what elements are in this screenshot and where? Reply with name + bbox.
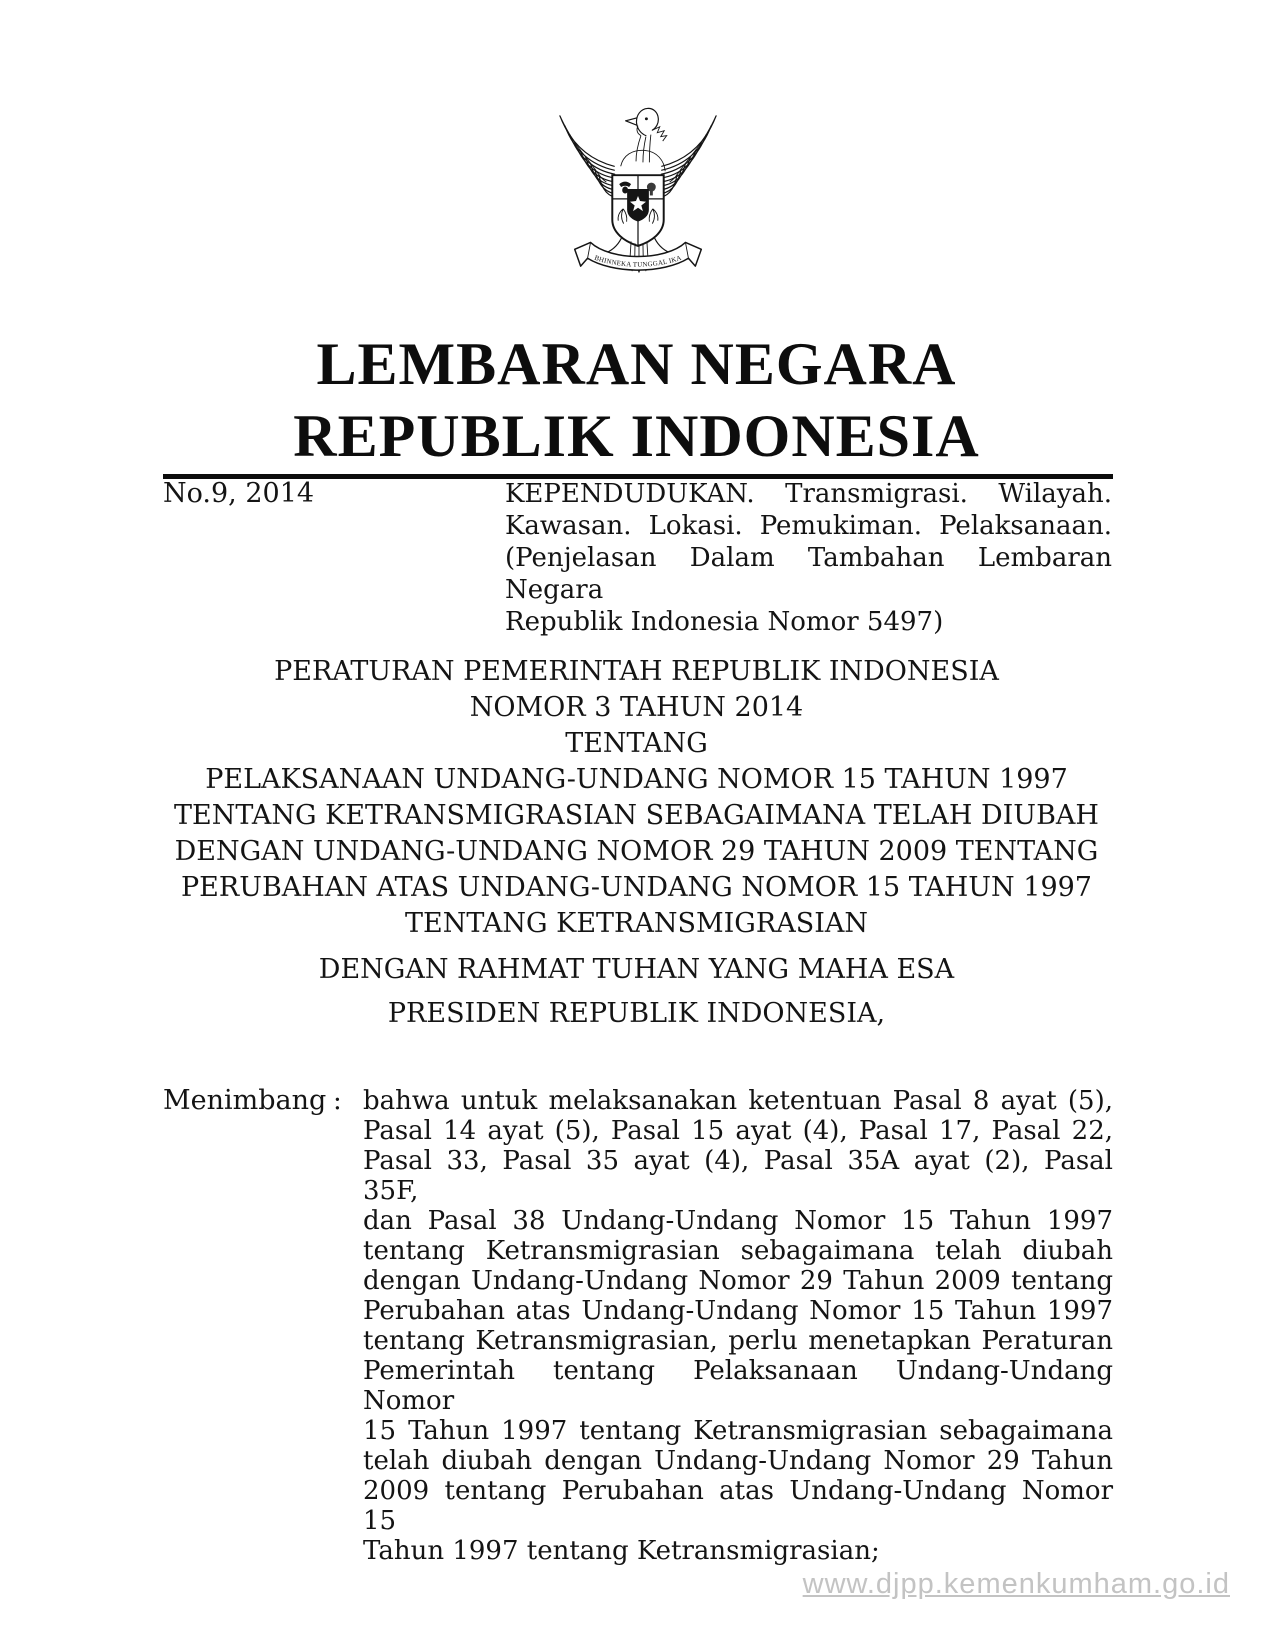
considering-line: bahwa untuk melaksanakan ketentuan Pasal 8 ayat (5), [363,1086,1113,1116]
masthead-title-line1: LEMBARAN NEGARA [316,331,957,397]
regulation-heading-line: TENTANG [565,728,708,759]
regulation-heading-line: PELAKSANAAN UNDANG-UNDANG NOMOR 15 TAHUN 1997 [205,764,1068,795]
emblem-motto: BHINNEKA TUNGGAL IKA [593,254,683,269]
considering-line: Pasal 14 ayat (5), Pasal 15 ayat (4), Pasal 17, Pasal 22, [363,1116,1113,1146]
subject-line: (Penjelasan Dalam Tambahan Lembaran Negara [505,543,1112,605]
considering-line: 15 Tahun 1997 tentang Ketransmigrasian sebagaimana [363,1416,1113,1446]
considering-paragraph [363,1086,1113,1566]
emblem-shield [612,175,663,246]
masthead-title-line2: REPUBLIK INDONESIA [293,403,980,469]
considering-line: 2009 tentang Perubahan atas Undang-Undang Nomor 15 [363,1476,1113,1536]
right-wing-icon [656,116,716,198]
considering-line: Pasal 33, Pasal 35 ayat (4), Pasal 35A ayat (2), Pasal 35F, [363,1146,1113,1206]
considering-separator: : [333,1086,342,1116]
invocation-line: DENGAN RAHMAT TUHAN YANG MAHA ESA [318,954,955,985]
regulation-heading-line: PERUBAHAN ATAS UNDANG-UNDANG NOMOR 15 TAHUN 1997 [181,872,1092,903]
issue-number: No.9, 2014 [163,478,315,509]
watermark-url: www.djpp.kemenkumham.go.id [802,1568,1230,1600]
subject-line: Kawasan. Lokasi. Pemukiman. Pelaksanaan. [505,511,1112,541]
considering-section [163,1086,1113,1566]
considering-line: tentang Ketransmigrasian sebagaimana telah diubah [363,1236,1113,1266]
regulation-heading-line: DENGAN UNDANG-UNDANG NOMOR 29 TAHUN 2009 TENTANG [174,836,1099,867]
regulation-title-block [160,654,1113,942]
eagle-head-icon [621,108,667,171]
regulation-heading-line: NOMOR 3 TAHUN 2014 [469,692,804,723]
regulation-heading-line: TENTANG KETRANSMIGRASIAN [405,908,868,939]
left-wing-icon [560,116,620,198]
considering-line: Tahun 1997 tentang Ketransmigrasian; [363,1536,880,1566]
considering-line: telah diubah dengan Undang-Undang Nomor 29 Tahun [363,1446,1113,1476]
subject-line: Republik Indonesia Nomor 5497) [505,607,944,637]
subject-abstract [505,478,1112,638]
considering-line: dan Pasal 38 Undang-Undang Nomor 15 Tahun 1997 [363,1206,1113,1236]
considering-line: Pemerintah tentang Pelaksanaan Undang-Undang Nomor [363,1356,1113,1416]
considering-line: dengan Undang-Undang Nomor 29 Tahun 2009 tentang [363,1266,1113,1296]
considering-line: tentang Ketransmigrasian, perlu menetapkan Peraturan [363,1326,1113,1356]
gazette-masthead [160,328,1113,472]
subject-line: KEPENDUDUKAN. Transmigrasi. Wilayah. [505,479,1112,509]
considering-label: Menimbang [163,1085,327,1116]
authority-line: PRESIDEN REPUBLIK INDONESIA, [387,998,886,1029]
regulation-heading-line: TENTANG KETRANSMIGRASIAN SEBAGAIMANA TELAH DIUBAH [174,800,1099,831]
garuda-pancasila-emblem [549,92,727,290]
considering-line: Perubahan atas Undang-Undang Nomor 15 Tahun 1997 [363,1296,1113,1326]
regulation-heading-line: PERATURAN PEMERINTAH REPUBLIK INDONESIA [274,656,999,687]
